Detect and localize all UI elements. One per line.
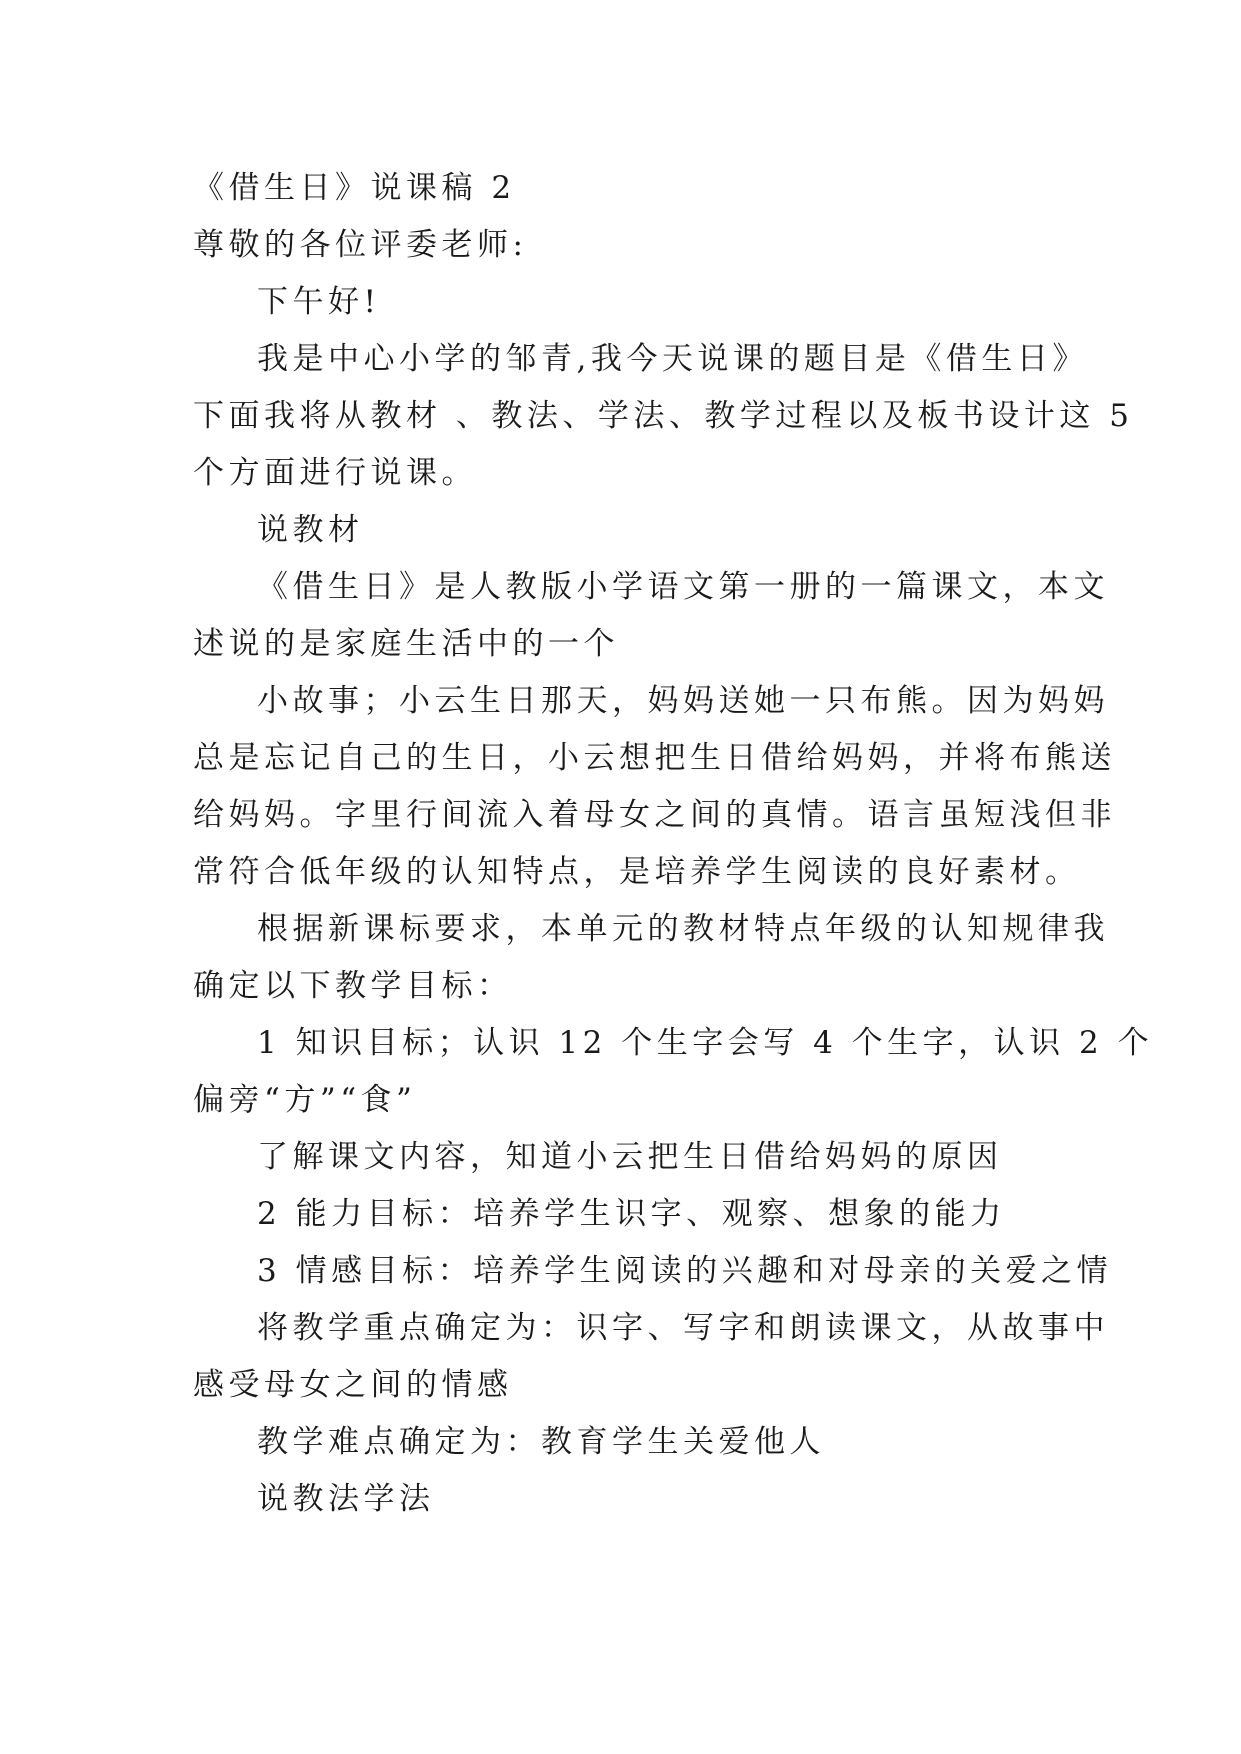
text-line: 个方面进行说课。	[193, 455, 477, 491]
text-line: 常符合低年级的认知特点，是培养学生阅读的良好素材。	[193, 854, 1081, 890]
text-line: 教学难点确定为：教育学生关爱他人	[257, 1424, 825, 1460]
text-line: 总是忘记自己的生日，小云想把生日借给妈妈，并将布熊送	[193, 740, 1116, 776]
text-line: 《借生日》是人教版小学语文第一册的一篇课文，本文	[257, 569, 1109, 605]
text-line: 了解课文内容，知道小云把生日借给妈妈的原因	[257, 1139, 1003, 1175]
text-line: 说教材	[257, 512, 364, 548]
text-line: 3 情感目标：培养学生阅读的兴趣和对母亲的关爱之情	[257, 1253, 1113, 1289]
text-line: 给妈妈。字里行间流入着母女之间的真情。语言虽短浅但非	[193, 797, 1116, 833]
text-line: 下午好!	[257, 284, 381, 320]
text-line: 小故事；小云生日那天，妈妈送她一只布熊。因为妈妈	[257, 683, 1109, 719]
text-line: 根据新课标要求，本单元的教材特点年级的认知规律我	[257, 911, 1109, 947]
text-line: 1 知识目标；认识 12 个生字会写 4 个生字，认识 2 个	[257, 1025, 1154, 1061]
text-line: 说教法学法	[257, 1481, 435, 1517]
text-line: 将教学重点确定为：识字、写字和朗读课文，从故事中	[257, 1310, 1109, 1346]
document-title: 《借生日》说课稿 2	[193, 170, 516, 206]
text-line: 偏旁“方”“食”	[193, 1082, 417, 1118]
document-body	[193, 160, 1154, 1528]
text-line: 我是中心小学的邹青,我今天说课的题目是《借生日》	[257, 341, 1088, 377]
text-line: 尊敬的各位评委老师:	[193, 227, 528, 263]
text-line: 述说的是家庭生活中的一个	[193, 626, 619, 662]
text-line: 2 能力目标：培养学生识字、观察、想象的能力	[257, 1196, 1006, 1232]
text-line: 确定以下教学目标：	[193, 968, 513, 1004]
text-line: 下面我将从教材 、教法、学法、教学过程以及板书设计这 5	[193, 398, 1134, 434]
text-line: 感受母女之间的情感	[193, 1367, 513, 1403]
